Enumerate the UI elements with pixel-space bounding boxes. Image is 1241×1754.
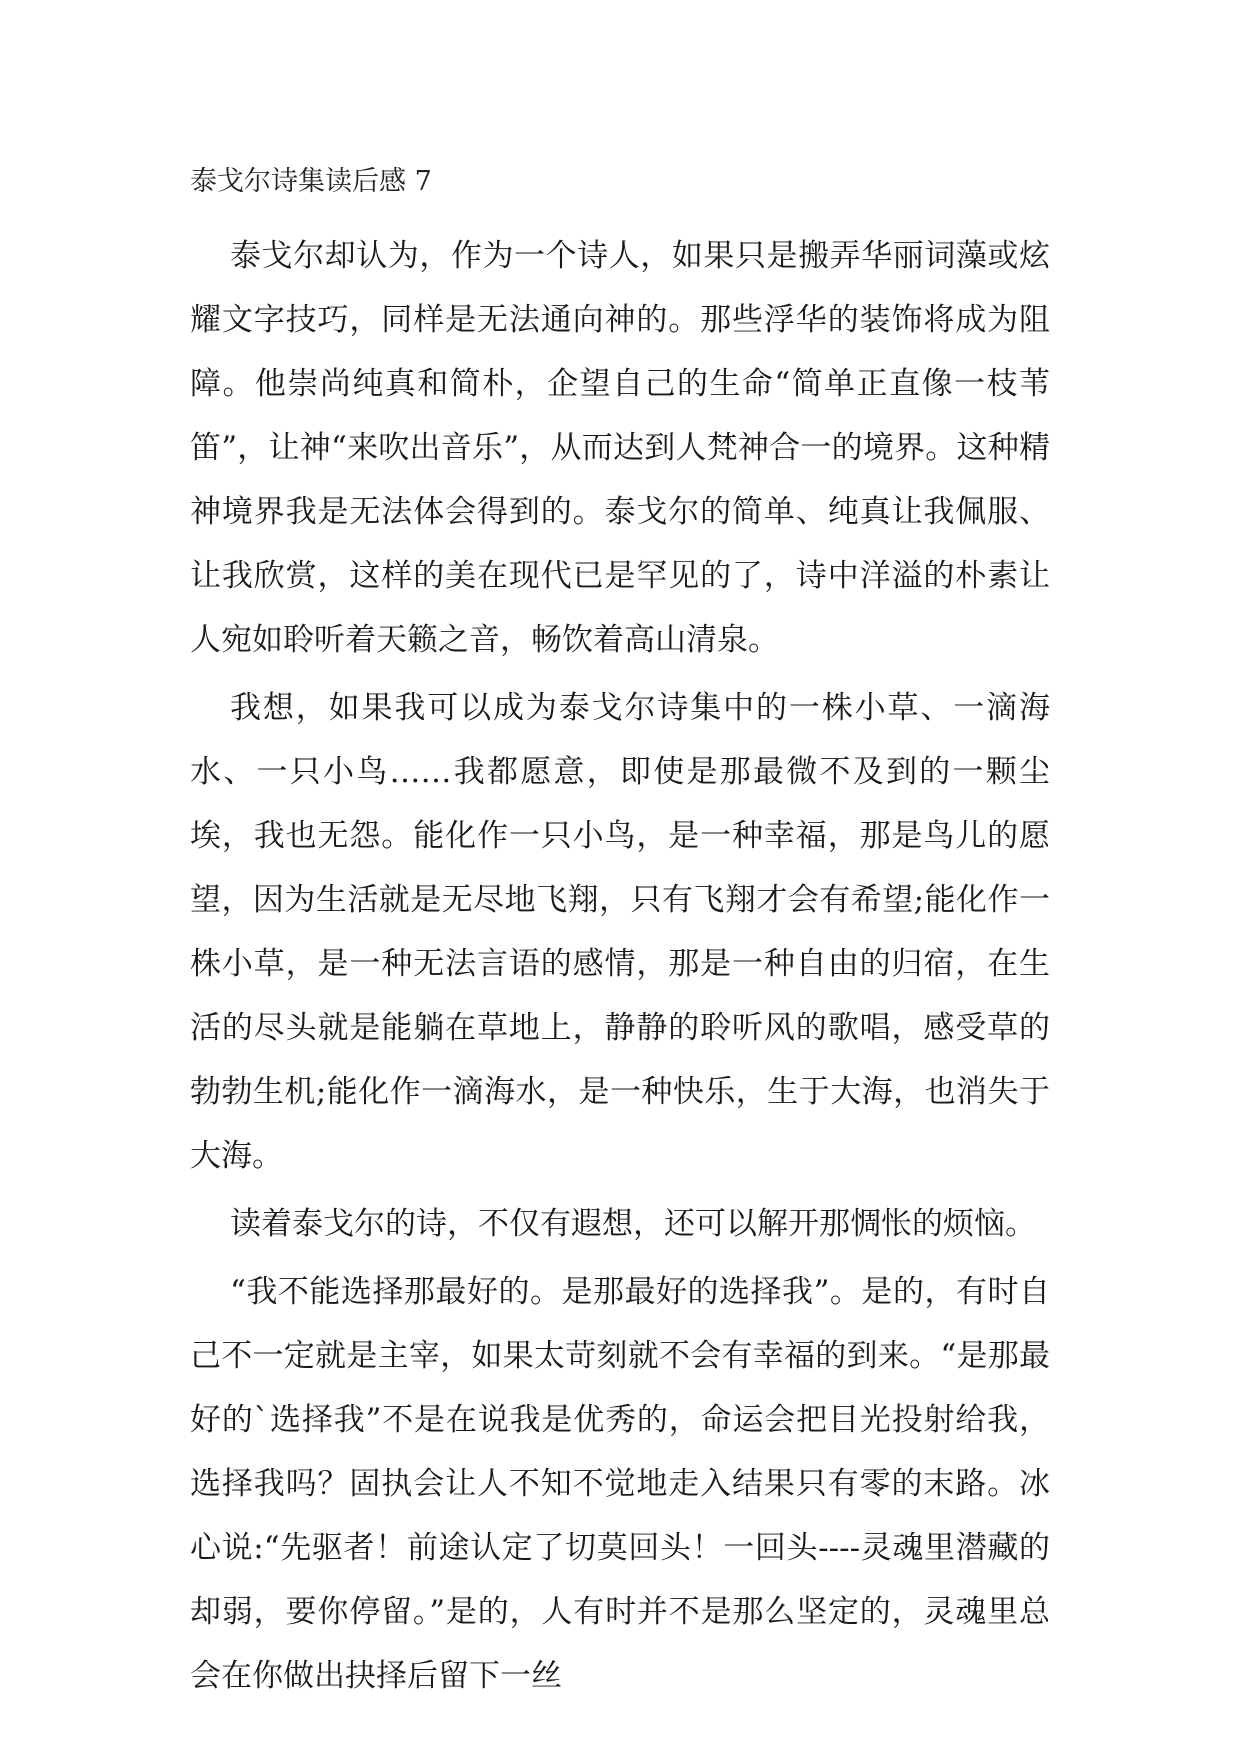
document-body (190, 224, 1050, 1708)
paragraph-3: 读着泰戈尔的诗，不仅有遐想，还可以解开那惆怅的烦恼。 (230, 1206, 1036, 1242)
document-title: 泰戈尔诗集读后感 7 (190, 166, 432, 197)
paragraph-4: “我不能选择那最好的。是那最好的选择我”。是的，有时自己不一定就是主宰，如果太苛刻就不会有幸福的到来。“是那最好的`选择我”不是在说我是优秀的，命运会把目光投射给我，选择我吗？固执会让人不知不觉地走入结果只有零的末路。冰心说:“先驱者！前途认定了切莫回头！一回头----灵魂里潜藏的却弱，要你停留。”是的，人有时并不是那么坚定的，灵魂里总会在你做出抉择后留下一丝 (190, 1274, 1050, 1694)
paragraph-1: 泰戈尔却认为，作为一个诗人，如果只是搬弄华丽词藻或炫耀文字技巧，同样是无法通向神的。那些浮华的装饰将成为阻障。他崇尚纯真和简朴，企望自己的生命“简单正直像一枝苇笛”，让神“来吹出音乐”，从而达到人梵神合一的境界。这种精神境界我是无法体会得到的。泰戈尔的简单、纯真让我佩服、让我欣赏，这样的美在现代已是罕见的了，诗中洋溢的朴素让人宛如聆听着天籁之音，畅饮着高山清泉。 (190, 238, 1050, 658)
paragraph-2: 我想，如果我可以成为泰戈尔诗集中的一株小草、一滴海水、一只小鸟……我都愿意，即使是那最微不及到的一颗尘埃，我也无怨。能化作一只小鸟，是一种幸福，那是鸟儿的愿望，因为生活就是无尽地飞翔，只有飞翔才会有希望;能化作一株小草，是一种无法言语的感情，那是一种自由的归宿，在生活的尽头就是能躺在草地上，静静的聆听风的歌唱，感受草的勃勃生机;能化作一滴海水，是一种快乐，生于大海，也消失于大海。 (190, 690, 1050, 1174)
